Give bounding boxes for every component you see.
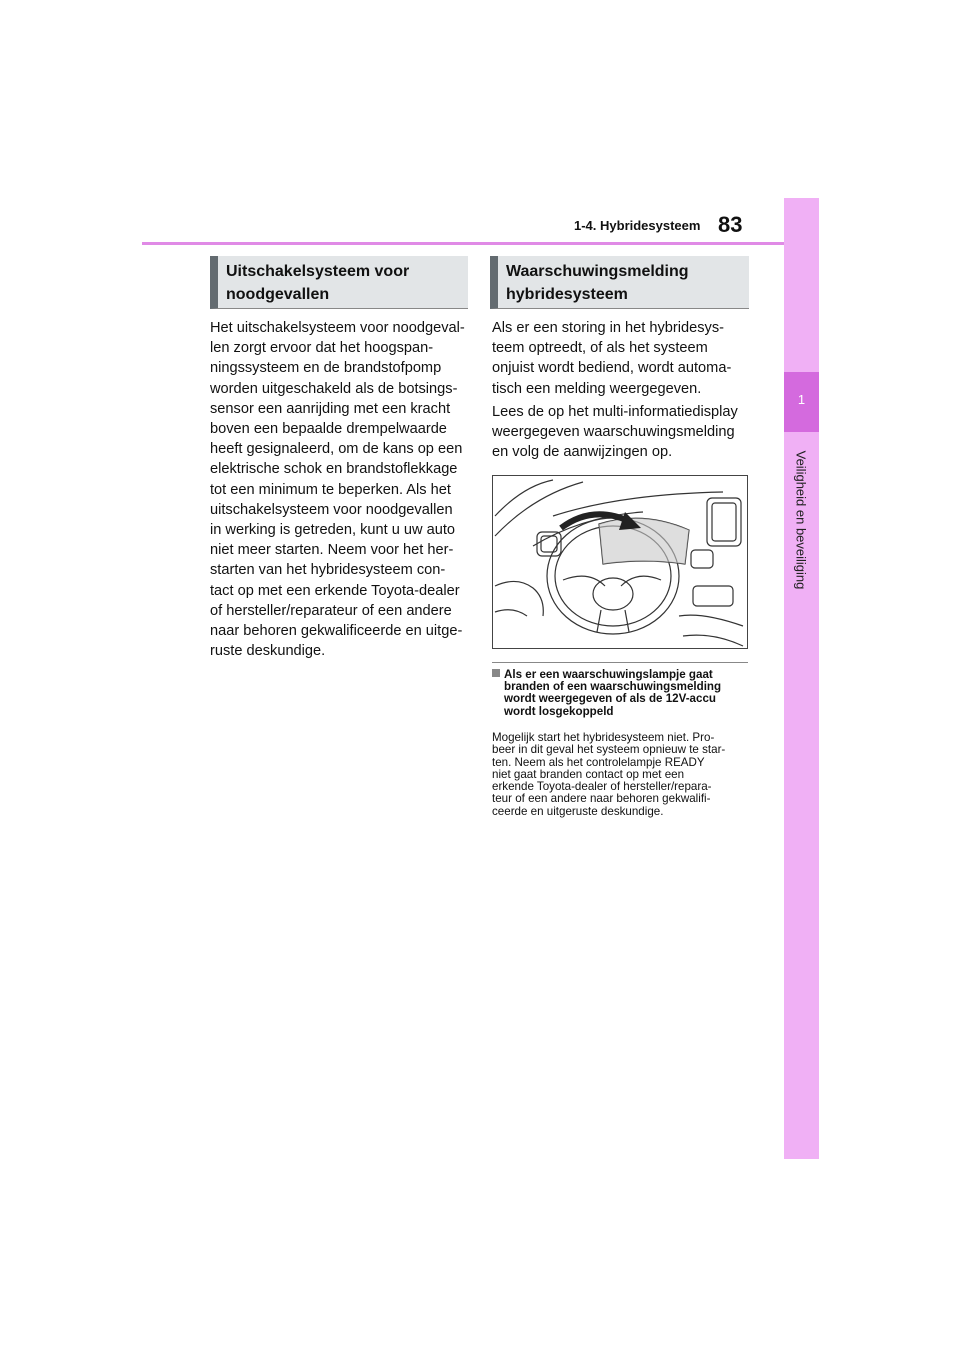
heading-line: Uitschakelsysteem voor: [226, 263, 410, 280]
text-line: ningssysteem en de brandstofpomp: [210, 360, 442, 377]
header-rule: [142, 242, 784, 245]
heading-line: noodgevallen: [226, 286, 330, 303]
dashboard-illustration: [492, 475, 748, 649]
square-bullet-icon: [492, 669, 500, 677]
note-text: [492, 732, 754, 818]
text-line: sensor een aanrijding met een kracht: [210, 400, 451, 417]
text-line: in werking is getreden, kunt u uw auto: [210, 522, 455, 539]
text-line: heeft gesignaleerd, om de kans op een: [210, 441, 463, 458]
text-line: of hersteller/reparateur of een andere: [210, 602, 452, 619]
text-line: elektrische schok en brandstoflekkage: [210, 461, 458, 478]
section-title: 1-4. Hybridesysteem: [574, 218, 701, 233]
text-line: wordt losgekoppeld: [504, 704, 614, 718]
warning-paragraph-2: [492, 402, 750, 463]
text-line: Het uitschakelsysteem voor noodgeval-: [210, 320, 465, 336]
text-line: starten van het hybridesysteem con-: [210, 562, 446, 579]
text-line: tisch een melding weergegeven.: [492, 380, 702, 397]
text-line: weergegeven waarschuwingsmelding: [492, 424, 735, 441]
text-line: niet meer starten. Neem voor het her-: [210, 542, 454, 559]
text-line: beer in dit geval het systeem opnieuw te star-: [492, 743, 726, 757]
text-line: en volg de aanwijzingen op.: [492, 444, 673, 461]
text-line: ten. Neem als het controlelampje READY: [492, 755, 705, 769]
text-line: Mogelijk start het hybridesysteem niet. Pro-: [492, 731, 715, 744]
text-line: worden uitgeschakeld als de botsings-: [210, 380, 458, 397]
text-line: tact op met een erkende Toyota-dealer: [210, 582, 460, 599]
steering-wheel-illustration: [493, 476, 748, 649]
chapter-label: Veiligheid en beveiliging: [793, 450, 809, 590]
page-number: 83: [718, 212, 743, 237]
text-line: erkende Toyota-dealer of hersteller/repara-: [492, 780, 712, 794]
text-line: boven een bepaalde drempelwaarde: [210, 421, 447, 438]
text-line: branden of een waarschuwingsmelding: [504, 680, 722, 694]
text-line: tot een minimum te beperken. Als het: [210, 481, 451, 498]
heading-warning-message: [490, 256, 749, 309]
text-line: uitschakelsysteem voor noodgevallen: [210, 501, 453, 518]
warning-paragraph-1: [492, 318, 750, 399]
text-line: teem optreedt, of als het systeem: [492, 340, 708, 357]
text-line: Als er een storing in het hybridesys-: [492, 320, 724, 336]
heading-line: hybridesysteem: [506, 286, 628, 303]
text-line: Lees de op het multi-informatiedisplay: [492, 404, 738, 420]
chapter-side-tab: [784, 198, 819, 1159]
text-line: niet gaat branden contact op met een: [492, 767, 685, 781]
text-line: ruste deskundige.: [210, 643, 326, 660]
note-subheading: [492, 669, 750, 718]
text-line: naar behoren gekwalificeerde en uitge-: [210, 623, 463, 640]
text-line: Als er een waarschuwingslampje gaat: [504, 668, 713, 681]
text-line: onjuist wordt bediend, wordt automa-: [492, 360, 732, 377]
heading-emergency-shutoff: [210, 256, 468, 309]
chapter-number: 1: [797, 392, 806, 407]
text-line: ceerde en uitgeruste deskundige.: [492, 804, 664, 818]
heading-line: Waarschuwingsmelding: [506, 263, 689, 280]
text-line: len zorgt ervoor dat het hoogspan-: [210, 340, 434, 357]
emergency-shutoff-paragraph: [210, 318, 470, 661]
figure-divider: [492, 662, 748, 663]
text-line: wordt weergegeven of als de 12V-accu: [504, 692, 716, 706]
text-line: teur of een andere naar behoren gekwalifi-: [492, 792, 711, 806]
